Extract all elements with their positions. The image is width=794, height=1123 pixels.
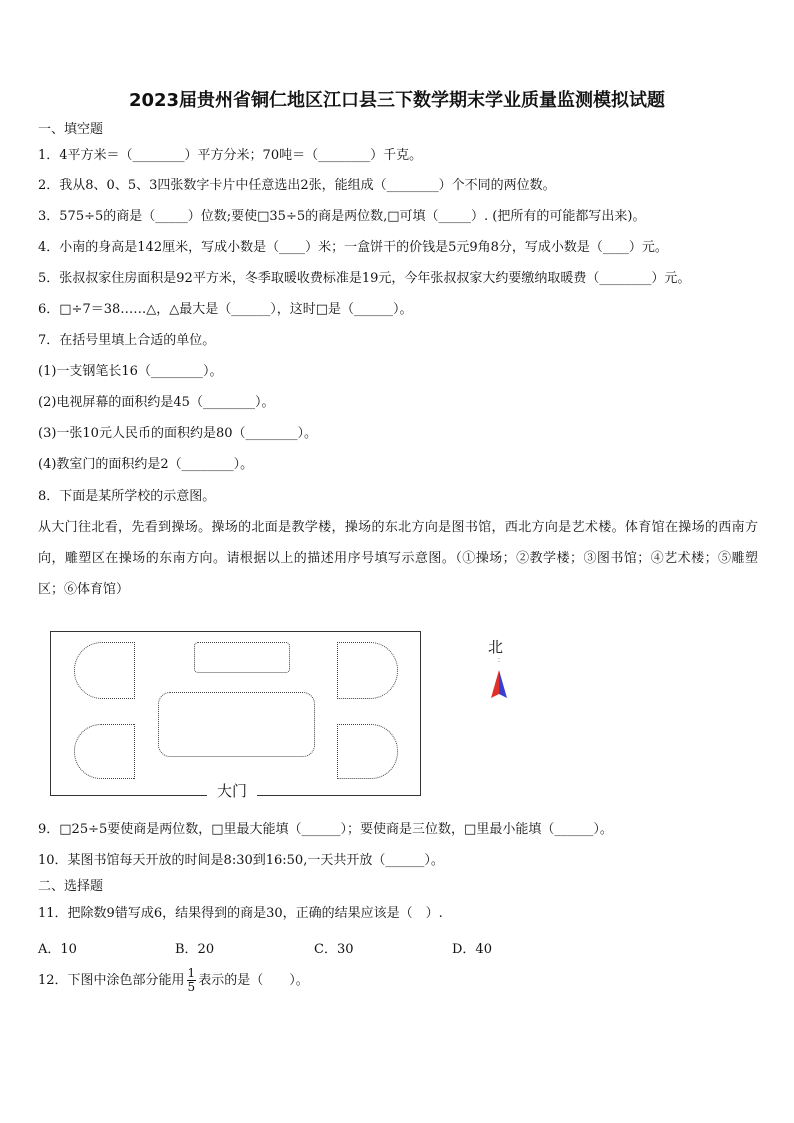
gym-slot — [74, 724, 135, 779]
fraction-one-fifth — [187, 967, 197, 994]
question-1: 1．4平方米＝（________）平方分米；70吨＝（________）千克。 — [38, 148, 423, 163]
question-2: 2．我从8、0、5、3四张数字卡片中任意选出2张，能组成（________）个不同的两位数。 — [38, 178, 556, 193]
north-arrow-icon — [488, 656, 510, 702]
section-multiple-choice: 二、选择题 — [38, 879, 104, 894]
library-slot — [337, 642, 398, 699]
fraction-numerator: 1 — [187, 966, 196, 980]
question-7-4: (4)教室门的面积约是2（________）。 — [38, 457, 254, 472]
sculpture-area-slot — [337, 724, 398, 779]
school-map — [50, 631, 421, 796]
question-11: 11．把除数9错写成6，结果得到的商是30，正确的结果应该是（ ）. — [38, 906, 443, 921]
question-12-text-after: 表示的是（ ）。 — [198, 973, 309, 988]
art-building-slot — [74, 642, 135, 699]
option-c: C．30 — [314, 942, 354, 957]
teaching-building-slot — [194, 642, 290, 673]
north-label: 北 — [488, 638, 504, 656]
question-12 — [38, 962, 309, 1000]
page-title: 2023届贵州省铜仁地区江口县三下数学期末学业质量监测模拟试题 — [128, 90, 666, 111]
section-fill-in: 一、填空题 — [38, 122, 104, 137]
question-8-description: 从大门往北看，先看到操场。操场的北面是教学楼，操场的东北方向是图书馆，西北方向是艺术楼。体育馆在操场的西南方向，雕塑区在操场的东南方向。请根据以上的描述用序号填写示意图。（①操场；②教学楼；③图书馆；④艺术楼；⑤雕塑区；⑥体育馆） — [38, 520, 758, 597]
question-9: 9．□25÷5要使商是两位数，□里最大能填（______）；要使商是三位数，□里最小能填（______）。 — [38, 822, 613, 837]
question-10: 10．某图书馆每天开放的时间是8:30到16:50,一天共开放（______）。 — [38, 853, 444, 868]
question-5: 5．张叔叔家住房面积是92平方米，冬季取暖收费标准是19元，今年张叔叔家大约要缴纳取暖费（________）元。 — [38, 271, 691, 286]
question-8: 8．下面是某所学校的示意图。 — [38, 489, 216, 504]
question-6: 6．□÷7＝38……△，△最大是（______），这时□是（______）。 — [38, 302, 413, 317]
question-7-2: (2)电视屏幕的面积约是45（________）。 — [38, 395, 275, 410]
option-d: D．40 — [452, 942, 492, 957]
question-4: 4．小南的身高是142厘米，写成小数是（____）米；一盒饼干的价钱是5元9角8分，写成小数是（____）元。 — [38, 240, 668, 255]
question-12-text-before: 12．下图中涂色部分能用 — [38, 973, 185, 988]
option-b: B．20 — [175, 942, 215, 957]
question-7-3: (3)一张10元人民币的面积约是80（________）。 — [38, 426, 317, 441]
fraction-denominator: 5 — [187, 980, 196, 994]
question-7-1: (1)一支钢笔长16（________）。 — [38, 364, 223, 379]
option-a: A．10 — [38, 942, 77, 957]
question-3: 3．575÷5的商是（_____）位数;要使□35÷5的商是两位数,□可填（_____）. (把所有的可能都写出来)。 — [38, 209, 646, 224]
playground-slot — [158, 692, 315, 757]
question-7: 7．在括号里填上合适的单位。 — [38, 333, 216, 348]
gate-label: 大门 — [207, 781, 257, 801]
